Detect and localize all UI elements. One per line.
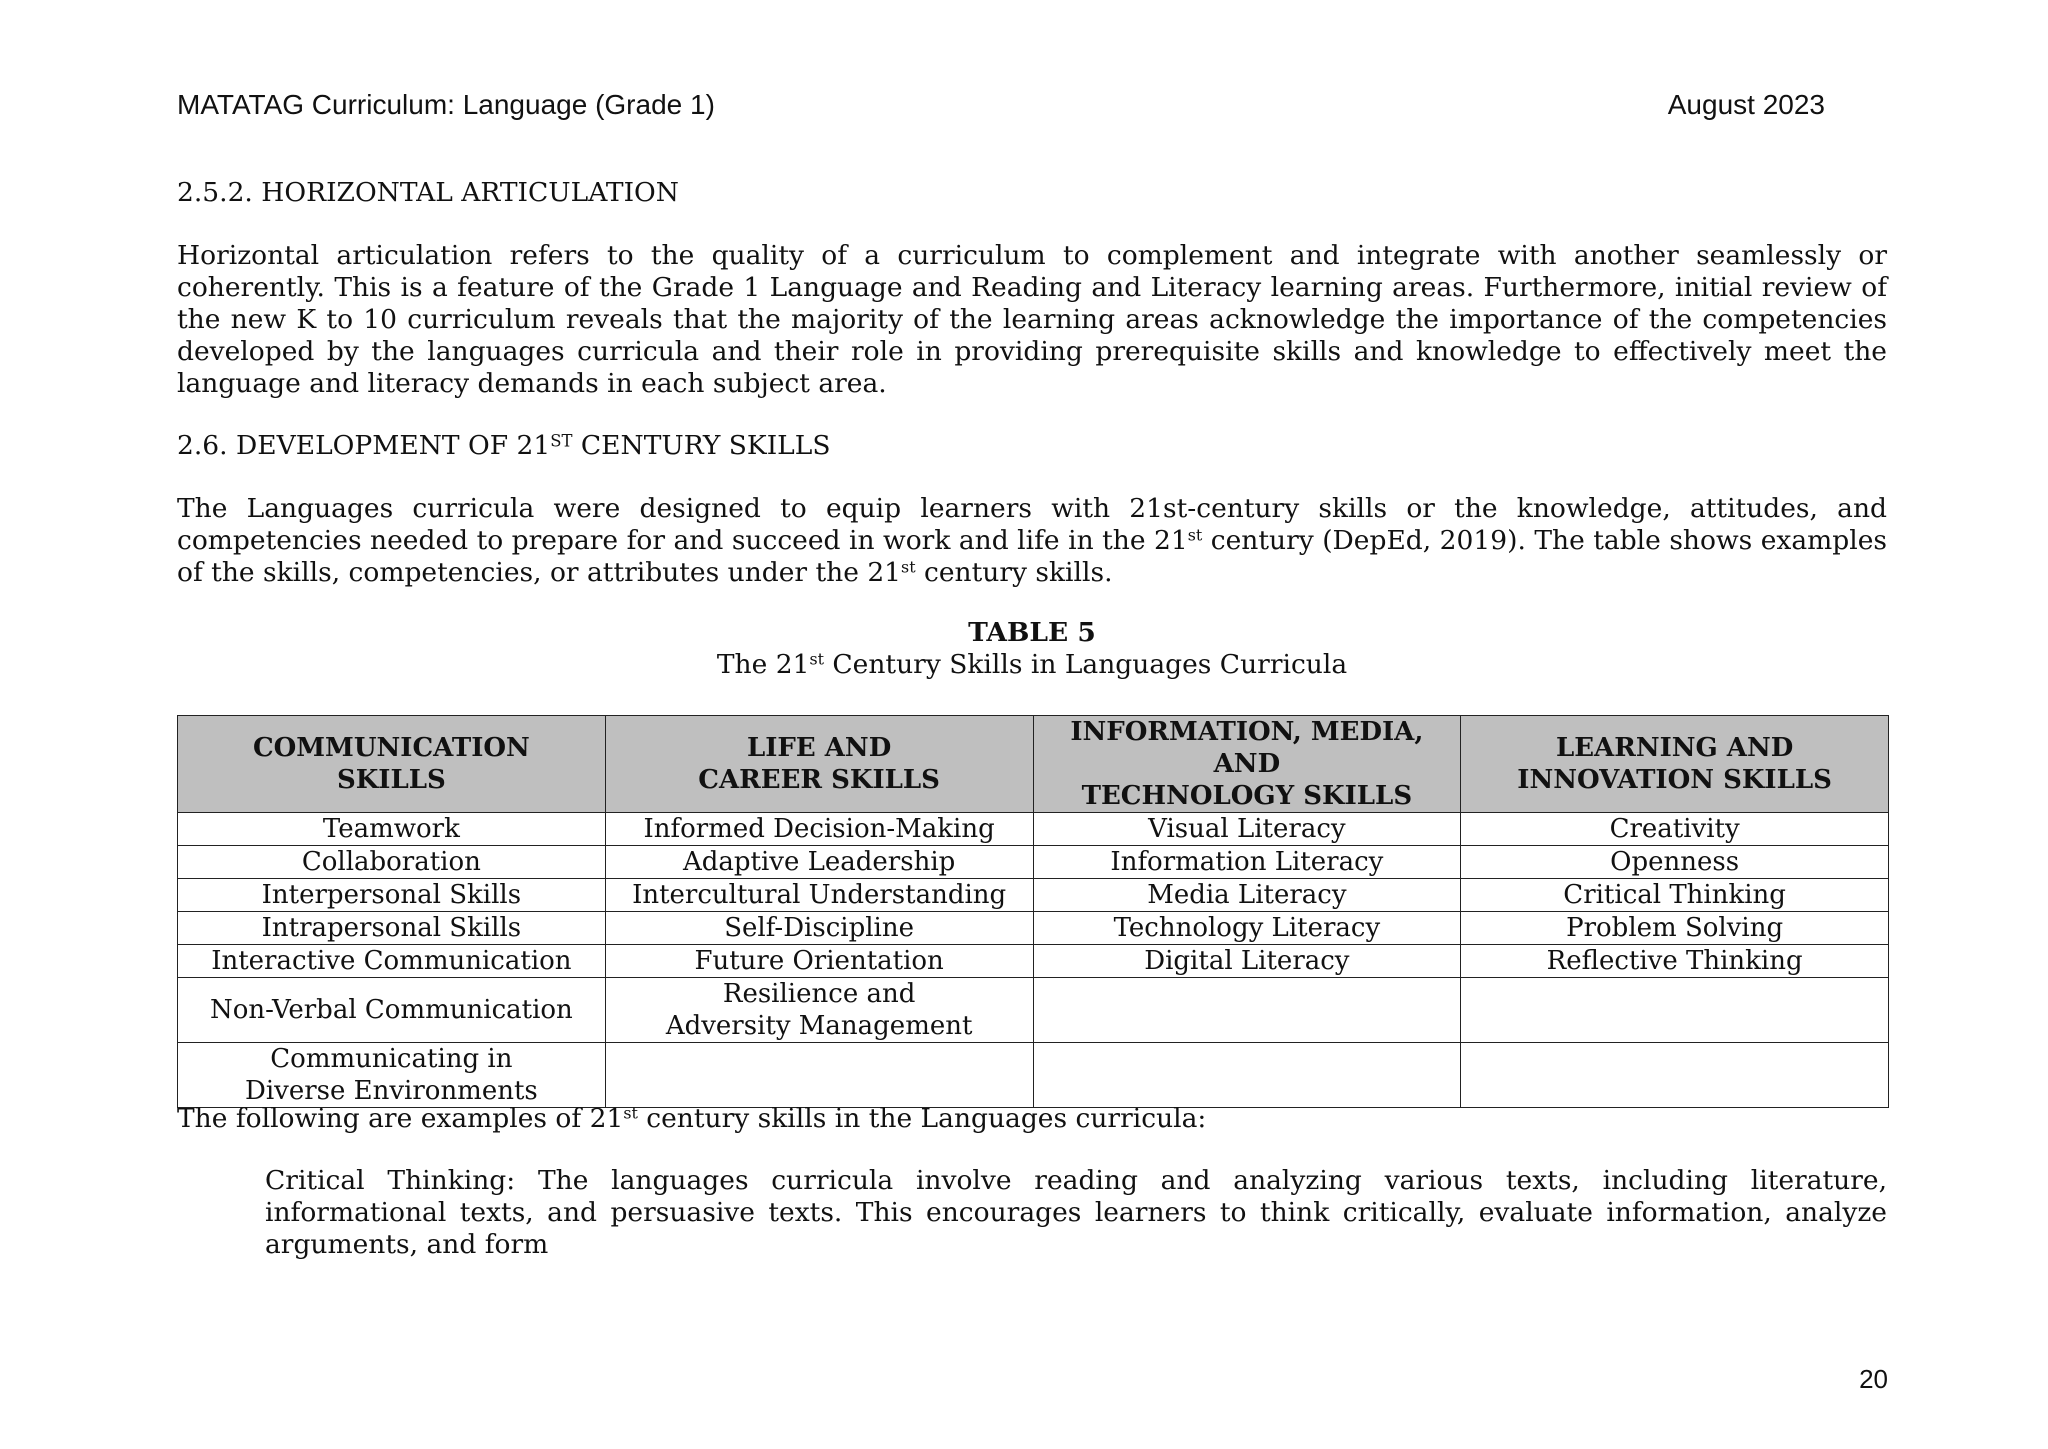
table-body bbox=[178, 813, 1889, 1108]
table-cell-line: Intercultural Understanding bbox=[632, 880, 1007, 910]
table-cell-line: Problem Solving bbox=[1566, 913, 1784, 943]
table-cell bbox=[1033, 978, 1461, 1043]
paragraph-critical-thinking: Critical Thinking: The languages curricula involve reading and analyzing various texts, including literature, informational texts, and persuasive texts. This encourages learners to think critically, evaluate information, analyze arguments, and form bbox=[265, 1165, 1887, 1260]
paragraph-superscript: st bbox=[901, 557, 916, 577]
table-cell bbox=[178, 813, 606, 846]
table-caption bbox=[177, 649, 1887, 681]
table-cell bbox=[605, 813, 1033, 846]
heading-superscript: ST bbox=[550, 431, 573, 451]
table-row bbox=[178, 945, 1889, 978]
table-cell-line: Technology Literacy bbox=[1113, 913, 1381, 943]
table-cell bbox=[1461, 879, 1889, 912]
caption-prefix: The 21 bbox=[716, 649, 810, 680]
table-cell bbox=[178, 1043, 606, 1108]
table-row bbox=[178, 912, 1889, 945]
table-cell bbox=[605, 846, 1033, 879]
table-header-line: INFORMATION, MEDIA, AND bbox=[1070, 717, 1424, 779]
table-header-line: LEARNING AND bbox=[1555, 733, 1794, 763]
table-cell-line: Future Orientation bbox=[694, 946, 944, 976]
table-cell-line: Reflective Thinking bbox=[1546, 946, 1803, 976]
table-cell bbox=[178, 978, 606, 1043]
table-header-line: COMMUNICATION bbox=[252, 733, 530, 763]
table-header-cell bbox=[605, 716, 1033, 813]
table-cell bbox=[1033, 912, 1461, 945]
following-prefix: The following are examples of 21 bbox=[177, 1103, 624, 1134]
table-header-row bbox=[178, 716, 1889, 813]
table-cell bbox=[178, 879, 606, 912]
caption-suffix: Century Skills in Languages Curricula bbox=[823, 649, 1348, 680]
table-cell-line: Adversity Management bbox=[665, 1011, 973, 1041]
table-cell bbox=[1033, 1043, 1461, 1108]
following-suffix: century skills in the Languages curricula: bbox=[637, 1103, 1207, 1134]
paragraph-following-examples bbox=[177, 1103, 1887, 1135]
table-cell-line: Self-Discipline bbox=[724, 913, 915, 943]
table-cell bbox=[605, 978, 1033, 1043]
table-cell-line: Critical Thinking bbox=[1563, 880, 1786, 910]
table-cell-line: Creativity bbox=[1609, 814, 1740, 844]
table-cell-line: Teamwork bbox=[322, 814, 460, 844]
table-cell-line: Communicating in bbox=[270, 1044, 513, 1074]
table-cell-line: Interactive Communication bbox=[211, 946, 572, 976]
table-cell bbox=[178, 945, 606, 978]
table-cell-line: Adaptive Leadership bbox=[682, 847, 956, 877]
table-cell-line: Interpersonal Skills bbox=[261, 880, 522, 910]
section-heading-horizontal-articulation: 2.5.2. HORIZONTAL ARTICULATION bbox=[177, 177, 679, 208]
table-header-line: TECHNOLOGY SKILLS bbox=[1081, 781, 1413, 811]
table-cell bbox=[1461, 813, 1889, 846]
table-cell-line: Media Literacy bbox=[1147, 880, 1347, 910]
table-cell bbox=[605, 879, 1033, 912]
table-cell bbox=[1461, 846, 1889, 879]
table-row bbox=[178, 1043, 1889, 1108]
document-header-title: MATATAG Curriculum: Language (Grade 1) bbox=[177, 89, 715, 120]
table-cell-line: Visual Literacy bbox=[1148, 814, 1346, 844]
document-header-date: August 2023 bbox=[1667, 89, 1825, 120]
paragraph-21st-century-skills bbox=[177, 493, 1887, 589]
table-cell bbox=[1461, 912, 1889, 945]
table-cell bbox=[178, 846, 606, 879]
table-header-cell bbox=[1461, 716, 1889, 813]
paragraph-superscript: st bbox=[1187, 525, 1203, 545]
paragraph-part: century skills. bbox=[915, 557, 1113, 588]
table-header-cell bbox=[178, 716, 606, 813]
table-header-line: LIFE AND bbox=[746, 733, 892, 763]
table-cell-line: Diverse Environments bbox=[244, 1076, 538, 1106]
table-cell bbox=[1461, 945, 1889, 978]
table-cell bbox=[1461, 978, 1889, 1043]
table-cell bbox=[605, 1043, 1033, 1108]
table-cell bbox=[1033, 945, 1461, 978]
caption-superscript: st bbox=[809, 649, 824, 669]
paragraph-part: The Languages curricula were designed to equip learners with 21st-century skills or the knowledge, attitudes, and competencies needed to prepare for and succeed in work and life in the 21 bbox=[177, 493, 1887, 556]
table-row bbox=[178, 879, 1889, 912]
skills-table bbox=[177, 715, 1889, 1108]
table-row bbox=[178, 978, 1889, 1043]
table-row bbox=[178, 846, 1889, 879]
section-heading-21st-century-skills bbox=[177, 430, 1887, 462]
table-header-line: SKILLS bbox=[336, 765, 446, 795]
table-cell bbox=[1033, 879, 1461, 912]
table-cell bbox=[178, 912, 606, 945]
table-cell-line: Informed Decision-Making bbox=[643, 814, 995, 844]
table-row bbox=[178, 813, 1889, 846]
table-cell bbox=[1033, 846, 1461, 879]
table-cell-line: Intrapersonal Skills bbox=[261, 913, 522, 943]
table-cell-line: Collaboration bbox=[301, 847, 481, 877]
table-label: TABLE 5 bbox=[968, 617, 1096, 648]
heading-text-prefix: 2.6. DEVELOPMENT OF 21 bbox=[177, 430, 551, 461]
following-superscript: st bbox=[623, 1103, 638, 1123]
table-header-line: INNOVATION SKILLS bbox=[1517, 765, 1832, 795]
paragraph-part: century (DepEd, 2019). The table shows examples of the skills, competencies, or attributes under the 21 bbox=[177, 525, 1887, 588]
table-cell-line: Non-Verbal Communication bbox=[209, 995, 573, 1025]
heading-text-suffix: CENTURY SKILLS bbox=[572, 430, 831, 461]
table-cell bbox=[605, 945, 1033, 978]
page-number: 20 bbox=[1859, 1364, 1888, 1394]
table-cell bbox=[1033, 813, 1461, 846]
table-header-cell bbox=[1033, 716, 1461, 813]
table-cell-line: Openness bbox=[1610, 847, 1740, 877]
table-cell-line: Information Literacy bbox=[1110, 847, 1384, 877]
table-cell-line: Resilience and bbox=[722, 979, 916, 1009]
paragraph-horizontal-articulation: Horizontal articulation refers to the quality of a curriculum to complement and integrate with another seamlessly or coherently. This is a feature of the Grade 1 Language and Reading and Literacy learning areas. Furthermore, initial review of the new K to 10 curriculum reveals that the majority of the learning areas acknowledge the importance of the competencies developed by the languages curricula and their role in providing prerequisite skills and knowledge to effectively meet the language and literacy demands in each subject area. bbox=[177, 240, 1887, 399]
table-cell bbox=[1461, 1043, 1889, 1108]
table-cell bbox=[605, 912, 1033, 945]
table-cell-line: Digital Literacy bbox=[1144, 946, 1350, 976]
table-header-line: CAREER SKILLS bbox=[698, 765, 940, 795]
